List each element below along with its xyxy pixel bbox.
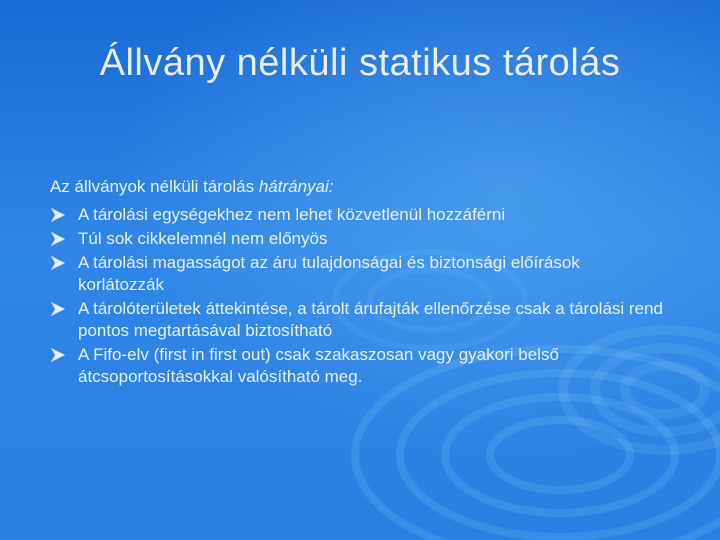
- list-item-text: A tárolási magasságot az áru tulajdonságai és biztonsági előírások korlátozzák: [78, 253, 580, 294]
- arrowhead-bullet-icon: [50, 301, 66, 317]
- list-item: [50, 228, 670, 250]
- list-item-text: A tárolóterületek áttekintése, a tárolt árufajták ellenőrzése csak a tárolási rend pontos megtartásával biztosítható: [78, 299, 663, 340]
- list-item: [50, 344, 670, 388]
- lead-emphasis: hátrányai:: [258, 177, 334, 196]
- lead-text: Az állványok nélküli tárolás: [50, 177, 259, 196]
- list-item-text: Túl sok cikkelemnél nem előnyös: [78, 229, 328, 248]
- slide-content: [50, 176, 670, 390]
- list-item-text: A tárolási egységekhez nem lehet közvetlenül hozzáférni: [78, 205, 506, 224]
- list-item: [50, 204, 670, 226]
- arrowhead-bullet-icon: [50, 255, 66, 271]
- slide-title: Állvány nélküli statikus tárolás: [99, 42, 621, 84]
- arrowhead-bullet-icon: [50, 207, 66, 223]
- bullet-list: [50, 204, 670, 388]
- list-item: [50, 298, 670, 342]
- arrowhead-bullet-icon: [50, 231, 66, 247]
- list-item-text: A Fifo-elv (first in first out) csak szakaszosan vagy gyakori belső átcsoportosításokkal valósítható meg.: [78, 345, 559, 386]
- arrowhead-bullet-icon: [50, 347, 66, 363]
- list-item: [50, 252, 670, 296]
- lead-paragraph: [50, 176, 670, 198]
